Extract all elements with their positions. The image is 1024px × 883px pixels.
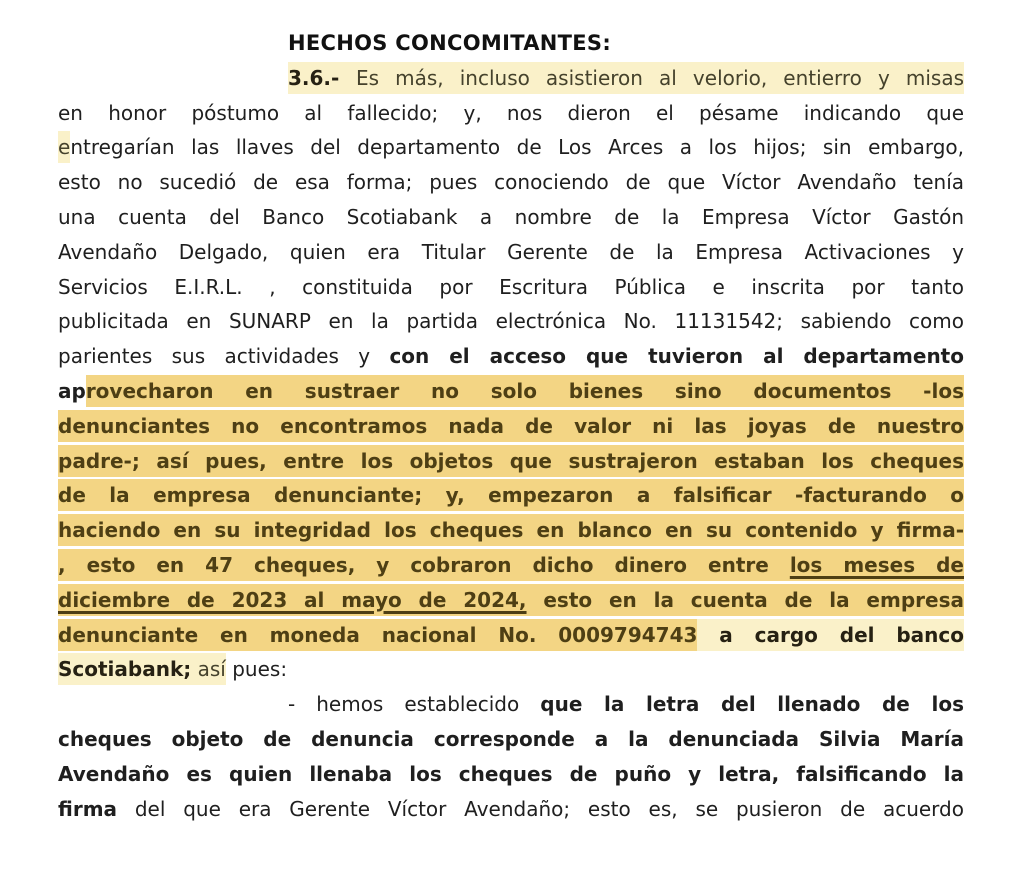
text-segment: firma xyxy=(58,796,118,821)
highlighted-text-segment: los meses de xyxy=(790,549,964,581)
highlighted-text-segment: denunciantes no encontramos nada de valor ni las joyas de nuestro xyxy=(58,410,964,442)
text-segment: - hemos establecido xyxy=(288,692,541,717)
highlighted-text-segment: padre-; así pues, entre los objetos que sustrajeron estaban los cheques xyxy=(58,445,964,477)
text-line xyxy=(58,757,964,792)
highlighted-text-segment: esto en la cuenta de la empresa xyxy=(527,584,964,616)
text-line xyxy=(58,61,964,96)
text-line xyxy=(58,339,964,374)
highlighted-text-segment: rovecharon en sustraer no solo bienes sino documentos -los xyxy=(86,375,964,407)
text-line xyxy=(58,652,964,687)
text-segment: pues: xyxy=(225,657,288,682)
document-body xyxy=(58,61,964,827)
text-segment: cheques objeto de denuncia corresponde a la denunciada Silvia María xyxy=(58,726,964,751)
text-segment: Servicios E.I.R.L. , constituida por Escritura Pública e inscrita por tanto xyxy=(58,274,964,299)
highlighted-text-segment: , esto en 47 cheques, y cobraron dicho dinero entre xyxy=(58,549,790,581)
text-segment: Avendaño es quien llenaba los cheques de puño y letra, falsificando la xyxy=(58,761,964,786)
text-line xyxy=(58,687,964,722)
text-line xyxy=(58,792,964,827)
text-segment: una cuenta del Banco Scotiabank a nombre de la Empresa Víctor Gastón xyxy=(58,204,964,229)
text-line xyxy=(58,444,964,479)
text-line xyxy=(58,409,964,444)
text-segment: esto no sucedió de esa forma; pues conociendo de que Víctor Avendaño tenía xyxy=(58,170,964,195)
text-segment: del que era Gerente Víctor Avendaño; esto es, se pusieron de acuerdo xyxy=(117,796,964,821)
highlighted-text-segment: de la empresa denunciante; y, empezaron a falsificar -facturando o xyxy=(58,479,964,511)
text-line xyxy=(58,165,964,200)
text-line xyxy=(58,478,964,513)
highlighted-text-segment: Es más, incluso asistieron al velorio, entierro y misas xyxy=(356,62,964,94)
text-segment: parientes sus actividades y xyxy=(58,344,390,369)
highlighted-text-segment: e xyxy=(58,131,70,163)
text-line xyxy=(58,304,964,339)
text-segment: Avendaño Delgado, quien era Titular Gerente de la Empresa Activaciones y xyxy=(58,239,964,264)
text-segment: que la letra del llenado de los xyxy=(540,692,964,717)
text-line xyxy=(58,513,964,548)
text-line xyxy=(58,583,964,618)
text-line xyxy=(58,270,964,305)
text-line xyxy=(58,722,964,757)
text-segment: ap xyxy=(58,378,86,403)
text-line xyxy=(58,96,964,131)
highlighted-text-segment: a cargo del banco xyxy=(697,619,964,651)
highlighted-text-segment: así xyxy=(191,653,226,685)
highlighted-text-segment: diciembre de 2023 al mayo de 2024, xyxy=(58,584,527,616)
text-line xyxy=(58,618,964,653)
text-segment: en honor póstumo al fallecido; y, nos dieron el pésame indicando que xyxy=(58,100,964,125)
text-segment: con el acceso que tuvieron al departamento xyxy=(389,344,964,369)
highlighted-text-segment: haciendo en su integridad los cheques en blanco en su contenido y firma- xyxy=(58,514,964,546)
section-title: HECHOS CONCOMITANTES: xyxy=(288,31,612,55)
text-line xyxy=(58,548,964,583)
text-line xyxy=(58,130,964,165)
text-segment: publicitada en SUNARP en la partida electrónica No. 11131542; sabiendo como xyxy=(58,309,964,334)
highlighted-text-segment: Scotiabank; xyxy=(58,653,191,685)
highlighted-text-segment: 3.6.- xyxy=(288,62,356,94)
text-line xyxy=(58,374,964,409)
highlighted-text-segment: denunciante en moneda nacional No. 0009794743 xyxy=(58,619,697,651)
text-line xyxy=(58,235,964,270)
text-line xyxy=(58,200,964,235)
text-segment: ntregarían las llaves del departamento de Los Arces a los hijos; sin embargo, xyxy=(70,135,964,160)
